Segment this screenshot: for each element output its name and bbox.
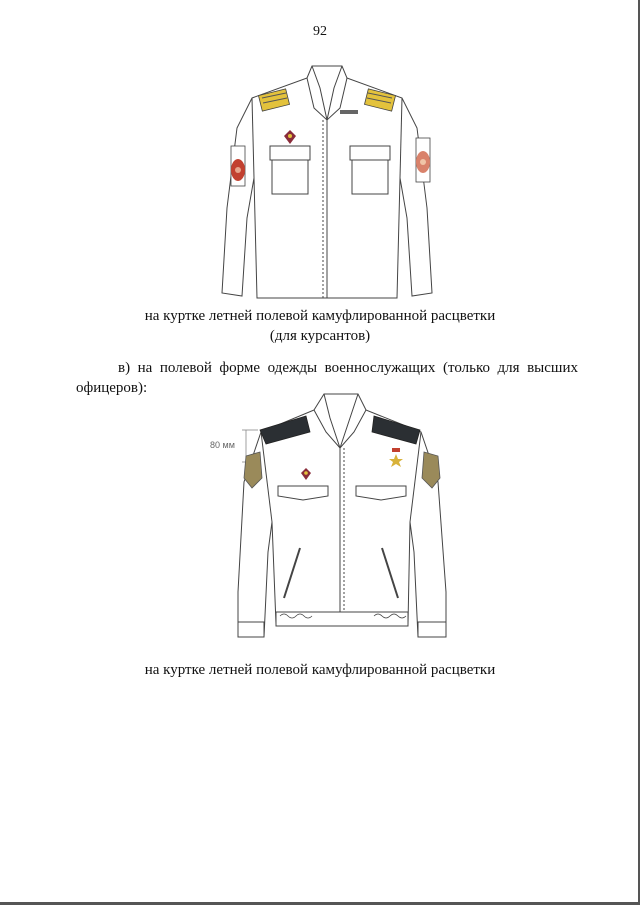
cadet-jacket-figure <box>212 58 442 304</box>
paragraph-line1: в) на полевой форме одежды военнослужащих (только для высших <box>118 360 578 376</box>
cadet-jacket-drawing <box>212 58 442 304</box>
officer-jacket-drawing <box>206 392 456 648</box>
figure1-caption-line2: (для курсантов) <box>269 328 371 344</box>
figure2-caption: на куртке летней полевой камуфлированной расцветки <box>144 662 496 678</box>
cadet-sleeve-patch-left <box>231 146 245 186</box>
paragraph-line2: офицеров): <box>76 380 148 396</box>
figure1-caption-line1: на куртке летней полевой камуфлированной расцветки <box>144 308 496 324</box>
officer-jacket-figure <box>206 392 456 648</box>
cadet-sleeve-patch-right <box>416 138 430 182</box>
page-number: 92 <box>313 24 327 39</box>
dimension-label: 80 мм <box>210 440 235 450</box>
